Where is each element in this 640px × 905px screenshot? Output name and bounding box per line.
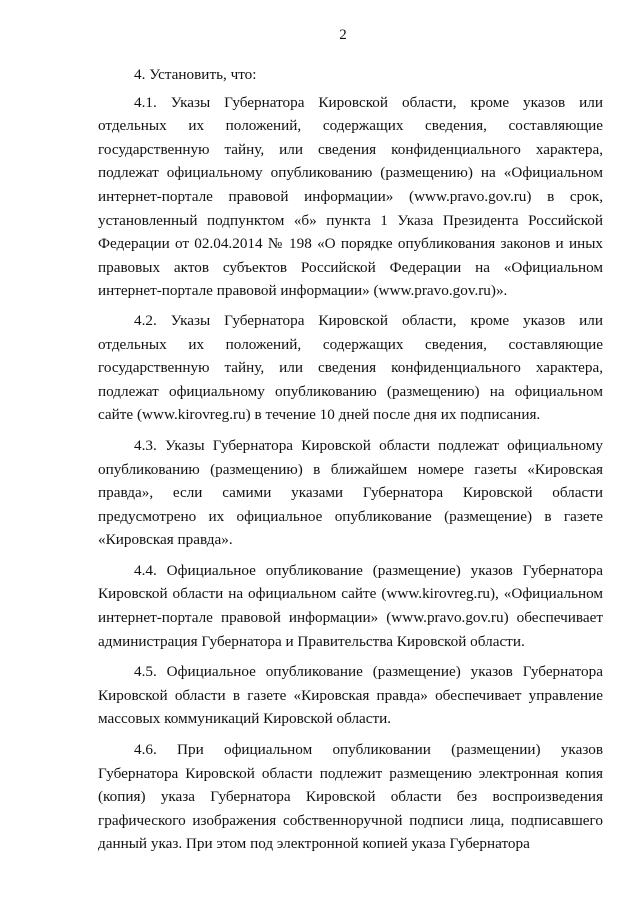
document-body bbox=[98, 63, 603, 856]
paragraph-4-6: 4.6. При официальном опубликовании (размещении) указов Губернатора Кировской области подлежит размещению электронная копия (копия) указа Губернатора Кировской области без воспроизведения графического изображения собственноручной подписи лица, подписавшего данный указ. При этом под электронной копией указа Губернатора bbox=[98, 741, 603, 853]
paragraph-4-1: 4.1. Указы Губернатора Кировской области, кроме указов или отдельных их положений, содержащих сведения, составляющие государственную тайну, или сведения конфиденциального характера, подлежат официальному опубликованию (размещению) на «Официальном интернет-портале правовой информации» (www.pravo.gov.ru) в срок, установленный подпунктом «б» пункта 1 Указа Президента Российской Федерации от 02.04.2014 № 198 «О порядке опубликования законов и иных правовых актов субъектов Российской Федерации на «Официальном интернет-портале правовой информации» (www.pravo.gov.ru)». bbox=[98, 93, 603, 300]
paragraph-4: 4. Установить, что: bbox=[134, 66, 257, 83]
paragraph-4-3: 4.3. Указы Губернатора Кировской области подлежат официальному опубликованию (размещению) в ближайшем номере газеты «Кировская правда», если самими указами Губернатора Кировской области предусмотрено их официальное опубликование (размещение) в газете «Кировская правда». bbox=[98, 436, 603, 549]
paragraph-4-5: 4.5. Официальное опубликование (размещение) указов Губернатора Кировской области в газете «Кировская правда» обеспечивает управление массовых коммуникаций Кировской области. bbox=[98, 663, 603, 728]
page-number: 2 bbox=[339, 27, 347, 43]
paragraph-4-2: 4.2. Указы Губернатора Кировской области, кроме указов или отдельных их положений, содержащих сведения, составляющие государственную тайну, или сведения конфиденциального характера, подлежат официальному опубликованию (размещению) на официальном сайте (www.kirovreg.ru) в течение 10 дней после дня их подписания. bbox=[98, 311, 603, 424]
paragraph-4-4: 4.4. Официальное опубликование (размещение) указов Губернатора Кировской области на официальном сайте (www.kirovreg.ru), «Официальном интернет-портале правовой информации» (www.pravo.gov.ru) обеспечивает администрация Губернатора и Правительства Кировской области. bbox=[98, 561, 603, 650]
